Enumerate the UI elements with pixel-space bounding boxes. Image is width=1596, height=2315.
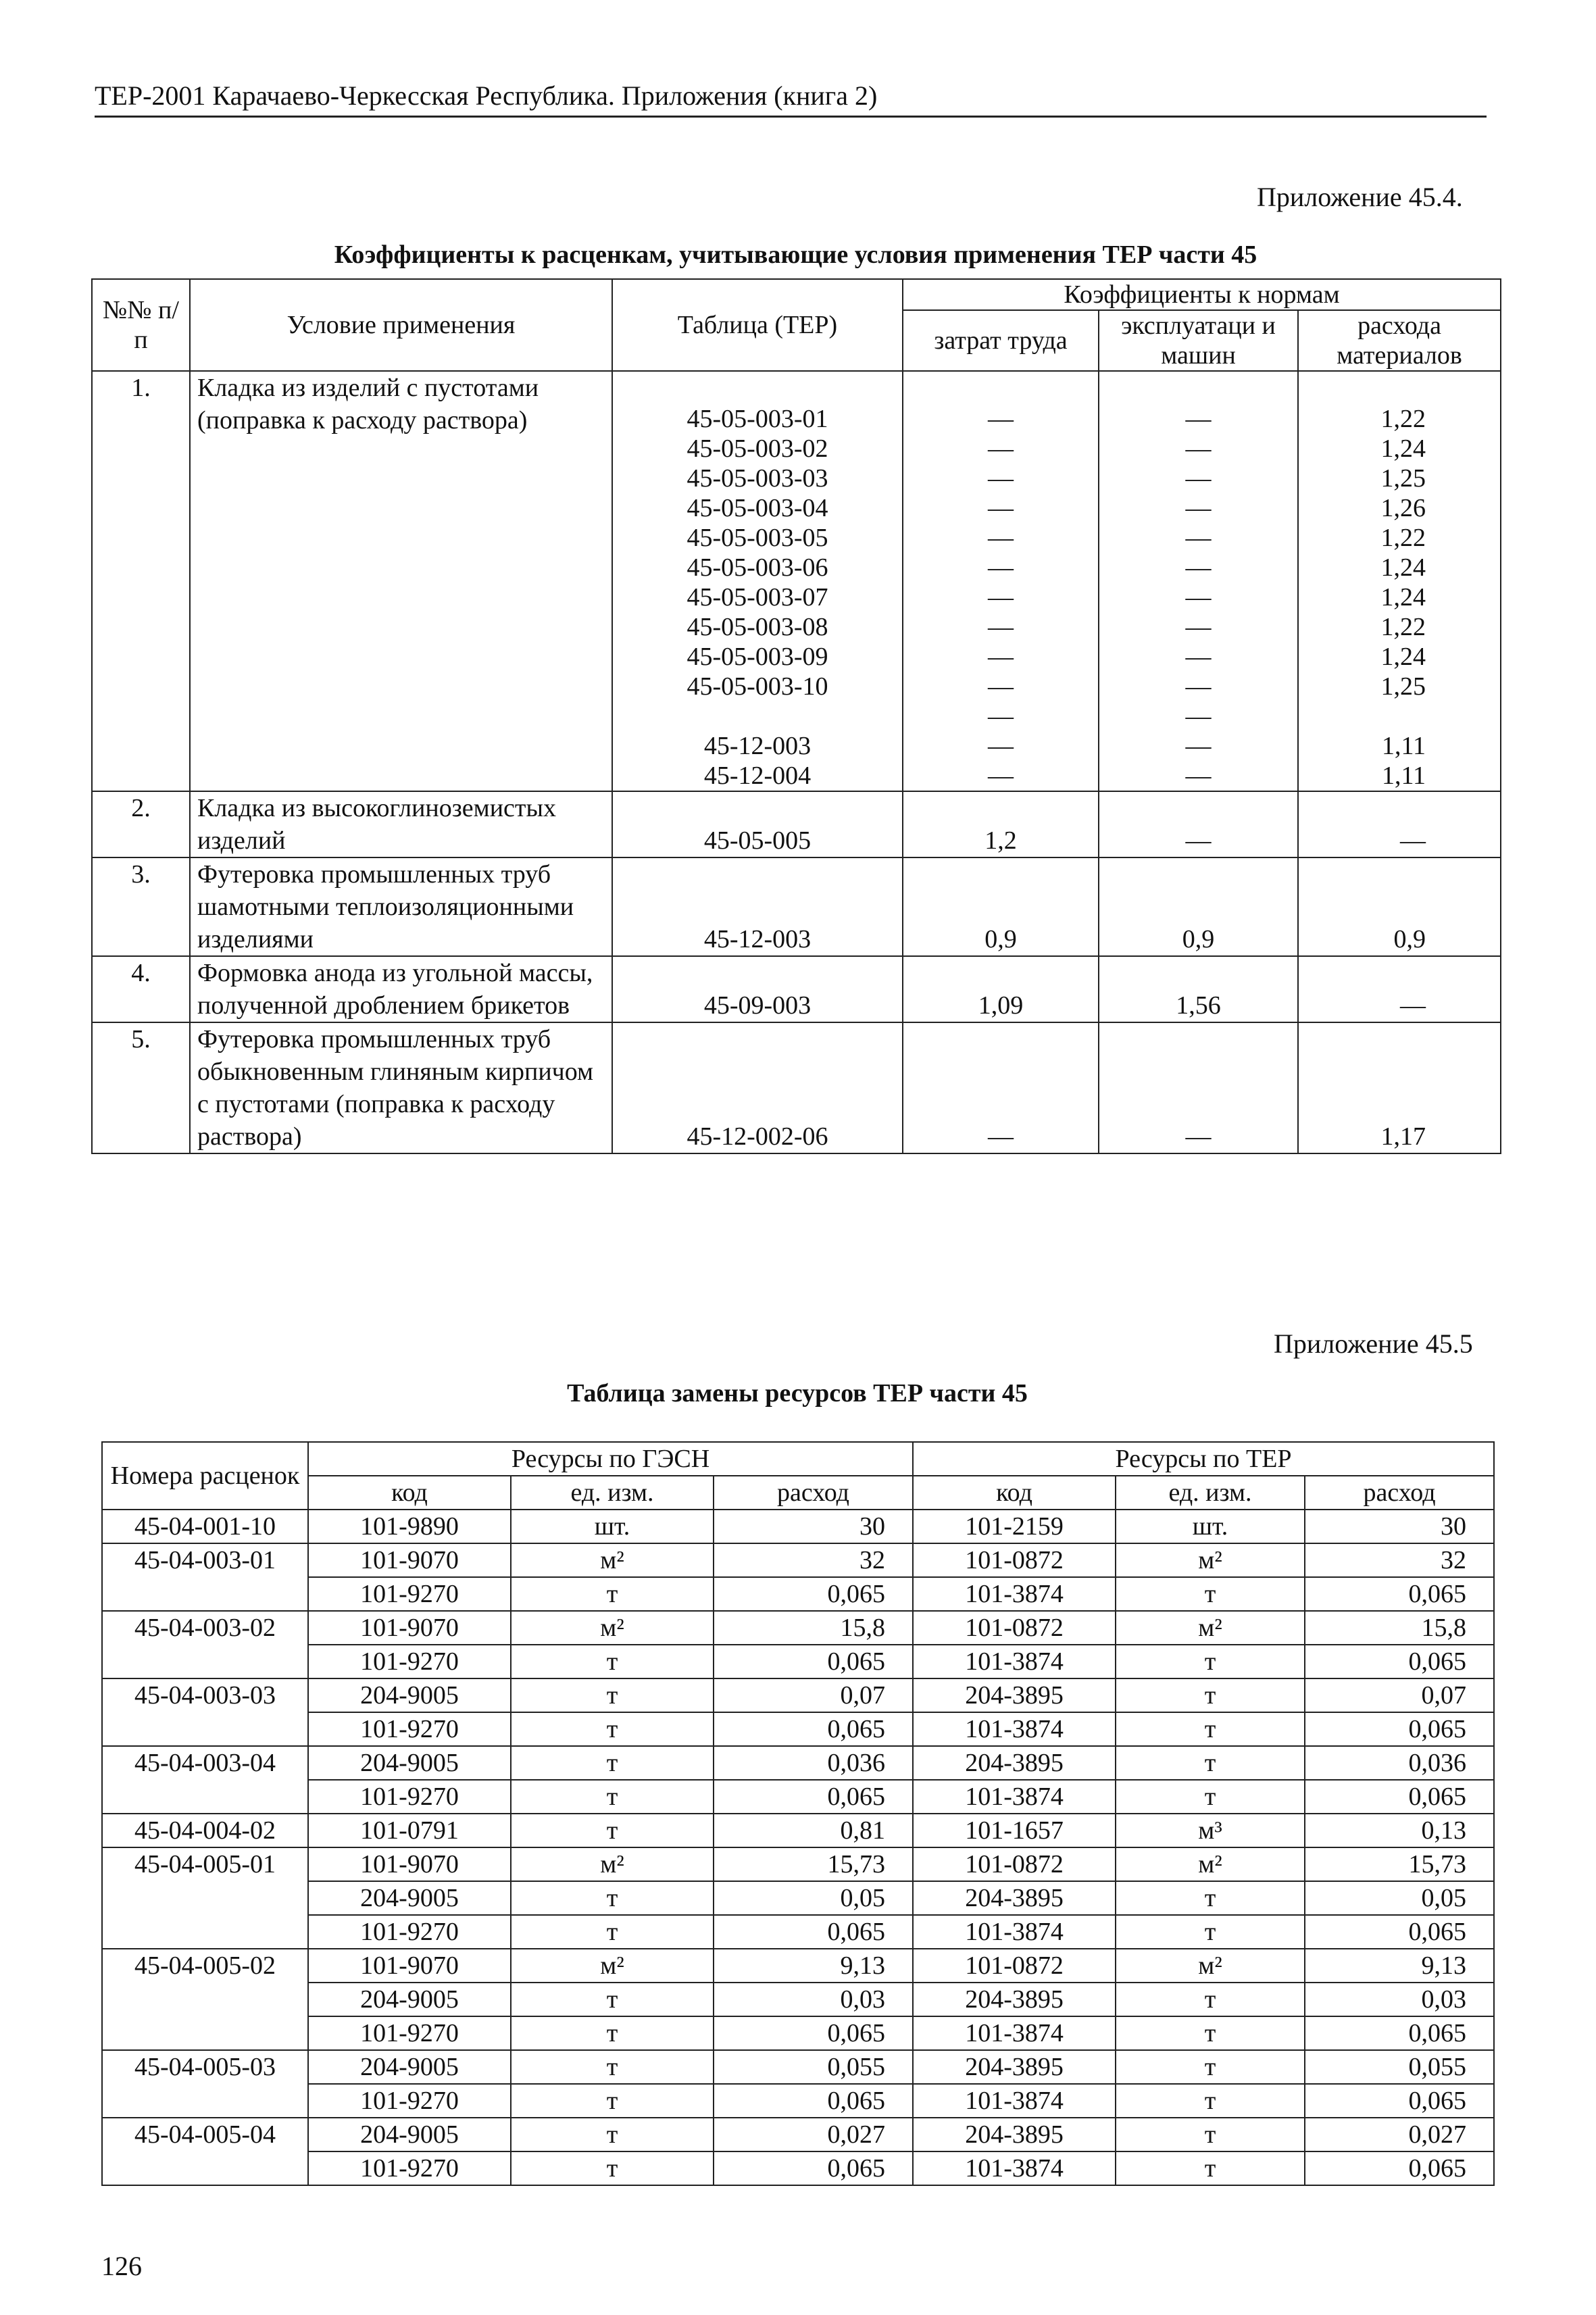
gesn-code: 101-9270 [308, 1712, 511, 1746]
gesn-unit: т [511, 1814, 714, 1847]
header-ter-code: код [913, 1476, 1116, 1510]
table-row [102, 1645, 1494, 1678]
gesn-code: 101-9890 [308, 1510, 511, 1543]
ter-amount: 0,065 [1305, 2151, 1494, 2185]
row-materials-line: 1,22 [1380, 613, 1426, 641]
rate-number: 45-04-004-02 [102, 1814, 308, 1847]
gesn-amount: 0,065 [714, 2084, 913, 2118]
table-row [102, 1611, 1494, 1645]
row-table-line: 45-05-003-10 [687, 672, 828, 701]
header-condition: Условие применения [190, 279, 612, 371]
row-table-line: 45-05-003-07 [687, 583, 828, 612]
gesn-code: 101-9270 [308, 2016, 511, 2050]
ter-amount: 9,13 [1305, 1949, 1494, 1983]
resources-table-header [102, 1442, 1494, 1510]
gesn-amount: 9,13 [714, 1949, 913, 1983]
ter-code: 101-3874 [913, 1915, 1116, 1949]
row-materials-line: 1,25 [1380, 672, 1426, 701]
page-header: ТЕР-2001 Карачаево-Черкесская Республика. Приложения (книга 2) [95, 80, 1487, 118]
ter-unit: т [1116, 2151, 1305, 2185]
ter-amount: 0,065 [1305, 1712, 1494, 1746]
row-table-line: 45-05-003-04 [687, 494, 828, 522]
ter-code: 101-3874 [913, 2084, 1116, 2118]
row-labor-line: — [988, 643, 1014, 671]
appendix-45-5-label: Приложение 45.5 [1274, 1328, 1473, 1359]
header-labor: затрат труда [903, 310, 1099, 371]
row-labor-line: — [988, 553, 1014, 582]
row-machines-line: — [1185, 702, 1212, 730]
gesn-unit: т [511, 2084, 714, 2118]
row-table-line: 45-12-003 [703, 732, 812, 760]
row-table-line: 45-05-003-05 [687, 524, 828, 552]
header-coefficients-group: Коэффициенты к нормам [903, 279, 1501, 310]
header-machines: эксплуатаци и машин [1099, 310, 1298, 371]
header-ter-resources: Ресурсы по ТЕР [913, 1442, 1494, 1476]
table-row [102, 1915, 1494, 1949]
row-materials-line: 1,11 [1381, 732, 1426, 760]
table-row [102, 1780, 1494, 1814]
table-row [102, 1746, 1494, 1780]
row-machines-line: — [1185, 762, 1212, 790]
row-labor: 0,9 [903, 857, 1099, 956]
row-number: 3. [92, 857, 190, 956]
ter-code: 101-2159 [913, 1510, 1116, 1543]
row-ter-table: 45-05-005 [612, 791, 903, 857]
table-row [102, 1847, 1494, 1881]
row-table-line: 45-05-003-03 [687, 464, 828, 493]
gesn-code: 101-9270 [308, 2084, 511, 2118]
row-number: 1. [92, 371, 190, 791]
row-machines-line: — [1185, 613, 1212, 641]
row-labor-line: — [988, 613, 1014, 641]
row-condition: Футеровка промышленных труб обыкновенным глиняным кирпичом с пустотами (поправка к расходу раствора) [190, 1022, 612, 1153]
gesn-unit: т [511, 2016, 714, 2050]
row-table-line: 45-05-003-01 [687, 405, 828, 433]
row-materials: — [1298, 956, 1501, 1022]
row-materials-line: 1,24 [1380, 643, 1426, 671]
row-materials-line: 1,24 [1380, 583, 1426, 612]
gesn-code: 101-9270 [308, 1645, 511, 1678]
gesn-amount: 0,81 [714, 1814, 913, 1847]
gesn-unit: т [511, 1712, 714, 1746]
gesn-unit: т [511, 1881, 714, 1915]
ter-unit: т [1116, 2084, 1305, 2118]
table-row [92, 371, 1501, 791]
table-row [102, 2118, 1494, 2151]
row-labor-line: — [988, 583, 1014, 612]
ter-amount: 0,027 [1305, 2118, 1494, 2151]
ter-code: 204-3895 [913, 2050, 1116, 2084]
row-ter-table: 45-12-003 [612, 857, 903, 956]
row-machines-line: — [1185, 672, 1212, 701]
row-labor: — [903, 1022, 1099, 1153]
row-labor-line: — [988, 464, 1014, 493]
gesn-amount: 0,027 [714, 2118, 913, 2151]
ter-amount: 0,05 [1305, 1881, 1494, 1915]
row-labor-line: — [988, 762, 1014, 790]
ter-unit: м² [1116, 1847, 1305, 1881]
ter-amount: 0,055 [1305, 2050, 1494, 2084]
rate-number: 45-04-001-10 [102, 1510, 308, 1543]
ter-amount: 0,07 [1305, 1678, 1494, 1712]
header-number: №№ п/п [92, 279, 190, 371]
gesn-amount: 32 [714, 1543, 913, 1577]
gesn-amount: 0,05 [714, 1881, 913, 1915]
row-materials-cell [1298, 371, 1501, 791]
ter-code: 101-3874 [913, 2151, 1116, 2185]
ter-unit: м² [1116, 1543, 1305, 1577]
row-number: 4. [92, 956, 190, 1022]
row-ter-table: 45-09-003 [612, 956, 903, 1022]
row-condition: Футеровка промышленных труб шамотными теплоизоляционными изделиями [190, 857, 612, 956]
table-row [102, 2151, 1494, 2185]
row-machines-line: — [1185, 583, 1212, 612]
table-row [102, 1510, 1494, 1543]
row-machines: — [1099, 791, 1298, 857]
resources-table [101, 1441, 1495, 2186]
rate-number: 45-04-005-04 [102, 2118, 308, 2185]
ter-amount: 0,065 [1305, 1780, 1494, 1814]
row-table-line: 45-05-003-06 [687, 553, 828, 582]
ter-unit: м³ [1116, 1814, 1305, 1847]
ter-code: 101-1657 [913, 1814, 1116, 1847]
ter-unit: т [1116, 1712, 1305, 1746]
gesn-unit: т [511, 1746, 714, 1780]
ter-unit: т [1116, 2016, 1305, 2050]
gesn-unit: т [511, 1780, 714, 1814]
gesn-code: 101-9270 [308, 1780, 511, 1814]
ter-unit: т [1116, 2118, 1305, 2151]
row-table-line: 45-05-003-02 [687, 434, 828, 463]
resources-table-body [102, 1510, 1494, 2185]
row-materials-line: 1,22 [1380, 524, 1426, 552]
row-materials-line: 1,26 [1380, 494, 1426, 522]
row-materials-line: 1,24 [1380, 553, 1426, 582]
gesn-amount: 0,065 [714, 2016, 913, 2050]
ter-code: 101-3874 [913, 1645, 1116, 1678]
rate-number: 45-04-003-02 [102, 1611, 308, 1678]
row-machines-line: — [1185, 553, 1212, 582]
row-labor-line: — [988, 405, 1014, 433]
table-row [102, 2016, 1494, 2050]
row-number: 2. [92, 791, 190, 857]
row-table-line: 45-12-004 [703, 762, 812, 790]
header-ter-amount: расход [1305, 1476, 1494, 1510]
gesn-amount: 0,03 [714, 1983, 913, 2016]
rate-number: 45-04-005-03 [102, 2050, 308, 2118]
header-gesn-unit: ед. изм. [511, 1476, 714, 1510]
table-row [102, 1712, 1494, 1746]
gesn-code: 101-9270 [308, 1915, 511, 1949]
row-materials-line: 1,25 [1380, 464, 1426, 493]
ter-code: 204-3895 [913, 1678, 1116, 1712]
gesn-amount: 15,8 [714, 1611, 913, 1645]
table-row [102, 2084, 1494, 2118]
row-condition: Формовка анода из угольной массы, полученной дроблением брикетов [190, 956, 612, 1022]
header-gesn-resources: Ресурсы по ГЭСН [308, 1442, 913, 1476]
gesn-amount: 15,73 [714, 1847, 913, 1881]
gesn-unit: м² [511, 1847, 714, 1881]
ter-code: 101-3874 [913, 1780, 1116, 1814]
row-machines-line: — [1185, 405, 1212, 433]
ter-code: 101-3874 [913, 2016, 1116, 2050]
resources-table-caption: Таблица замены ресурсов ТЕР части 45 [567, 1379, 1028, 1408]
ter-amount: 0,065 [1305, 1645, 1494, 1678]
table-row [92, 956, 1501, 1022]
gesn-code: 204-9005 [308, 1678, 511, 1712]
row-materials-line: 1,22 [1380, 405, 1426, 433]
table-row [102, 1678, 1494, 1712]
ter-unit: т [1116, 1645, 1305, 1678]
coefficients-table [91, 278, 1501, 1154]
ter-code: 101-0872 [913, 1847, 1116, 1881]
ter-amount: 0,036 [1305, 1746, 1494, 1780]
ter-amount: 15,73 [1305, 1847, 1494, 1881]
gesn-code: 101-0791 [308, 1814, 511, 1847]
rate-number: 45-04-005-01 [102, 1847, 308, 1949]
gesn-unit: т [511, 1678, 714, 1712]
gesn-amount: 0,055 [714, 2050, 913, 2084]
row-labor-line: — [988, 672, 1014, 701]
row-machines-line: — [1185, 524, 1212, 552]
row-labor-line: — [988, 524, 1014, 552]
ter-unit: т [1116, 1746, 1305, 1780]
gesn-code: 204-9005 [308, 1983, 511, 2016]
table-row [102, 2050, 1494, 2084]
table-row [92, 857, 1501, 956]
ter-amount: 0,065 [1305, 1915, 1494, 1949]
row-materials-line [1305, 701, 1426, 731]
gesn-code: 101-9070 [308, 1611, 511, 1645]
header-gesn-code: код [308, 1476, 511, 1510]
ter-code: 101-0872 [913, 1611, 1116, 1645]
gesn-unit: т [511, 1645, 714, 1678]
row-machines: — [1099, 1022, 1298, 1153]
ter-amount: 0,065 [1305, 2084, 1494, 2118]
row-labor-line: — [988, 494, 1014, 522]
ter-code: 204-3895 [913, 1746, 1116, 1780]
ter-code: 101-3874 [913, 1712, 1116, 1746]
gesn-amount: 0,065 [714, 1712, 913, 1746]
ter-unit: м² [1116, 1949, 1305, 1983]
gesn-code: 101-9270 [308, 1577, 511, 1611]
row-ter-table: 45-12-002-06 [612, 1022, 903, 1153]
row-condition: Кладка из высокоглиноземистых изделий [190, 791, 612, 857]
appendix-45-4-label: Приложение 45.4. [1257, 182, 1463, 212]
table-row [102, 1881, 1494, 1915]
gesn-unit: т [511, 1915, 714, 1949]
gesn-code: 101-9070 [308, 1543, 511, 1577]
ter-amount: 0,13 [1305, 1814, 1494, 1847]
header-rate-numbers: Номера расценок [102, 1442, 308, 1510]
gesn-amount: 0,07 [714, 1678, 913, 1712]
row-machines: 1,56 [1099, 956, 1298, 1022]
header-ter-unit: ед. изм. [1116, 1476, 1305, 1510]
ter-code: 204-3895 [913, 2118, 1116, 2151]
header-materials: расхода материалов [1298, 310, 1501, 371]
row-labor-cell [903, 371, 1099, 791]
table-row [102, 1983, 1494, 2016]
ter-code: 204-3895 [913, 1983, 1116, 2016]
row-number: 5. [92, 1022, 190, 1153]
row-materials: — [1298, 791, 1501, 857]
row-machines: 0,9 [1099, 857, 1298, 956]
coefficients-table-caption: Коэффициенты к расценкам, учитывающие условия применения ТЕР части 45 [334, 241, 1257, 269]
ter-unit: м² [1116, 1611, 1305, 1645]
ter-unit: т [1116, 1881, 1305, 1915]
row-machines-line: — [1185, 494, 1212, 522]
ter-code: 101-3874 [913, 1577, 1116, 1611]
row-condition: Кладка из изделий с пустотами (поправка к расходу раствора) [190, 371, 612, 791]
ter-amount: 0,065 [1305, 1577, 1494, 1611]
ter-code: 101-0872 [913, 1543, 1116, 1577]
ter-code: 101-0872 [913, 1949, 1116, 1983]
gesn-amount: 0,065 [714, 1915, 913, 1949]
gesn-code: 204-9005 [308, 2050, 511, 2084]
ter-unit: т [1116, 1983, 1305, 2016]
gesn-amount: 30 [714, 1510, 913, 1543]
gesn-unit: шт. [511, 1510, 714, 1543]
row-table-cell [612, 371, 903, 791]
row-materials-line: 1,11 [1381, 762, 1426, 790]
gesn-amount: 0,065 [714, 1780, 913, 1814]
ter-amount: 30 [1305, 1510, 1494, 1543]
ter-unit: т [1116, 1780, 1305, 1814]
gesn-unit: т [511, 1983, 714, 2016]
row-machines-cell [1099, 371, 1298, 791]
row-table-line [620, 701, 895, 731]
gesn-code: 101-9070 [308, 1949, 511, 1983]
row-labor: 1,09 [903, 956, 1099, 1022]
ter-unit: т [1116, 1577, 1305, 1611]
table-row [92, 791, 1501, 857]
header-ter-table: Таблица (ТЕР) [612, 279, 903, 371]
row-machines-line: — [1185, 434, 1212, 463]
header-gesn-amount: расход [714, 1476, 913, 1510]
ter-amount: 0,03 [1305, 1983, 1494, 2016]
row-machines-line: — [1185, 464, 1212, 493]
ter-amount: 0,065 [1305, 2016, 1494, 2050]
rate-number: 45-04-003-04 [102, 1746, 308, 1814]
ter-unit: т [1116, 2050, 1305, 2084]
table-row [102, 1543, 1494, 1577]
gesn-code: 204-9005 [308, 1881, 511, 1915]
table-row [102, 1949, 1494, 1983]
table-row [102, 1577, 1494, 1611]
rate-number: 45-04-005-02 [102, 1949, 308, 2050]
row-labor-line: — [988, 702, 1014, 730]
gesn-unit: т [511, 2050, 714, 2084]
ter-unit: шт. [1116, 1510, 1305, 1543]
gesn-unit: т [511, 1577, 714, 1611]
ter-unit: т [1116, 1678, 1305, 1712]
row-table-line: 45-05-003-08 [687, 613, 828, 641]
row-labor: 1,2 [903, 791, 1099, 857]
gesn-code: 101-9270 [308, 2151, 511, 2185]
table-row [102, 1814, 1494, 1847]
gesn-code: 101-9070 [308, 1847, 511, 1881]
gesn-amount: 0,065 [714, 1645, 913, 1678]
ter-code: 204-3895 [913, 1881, 1116, 1915]
gesn-unit: т [511, 2118, 714, 2151]
coefficients-table-body [92, 371, 1501, 1153]
gesn-unit: м² [511, 1611, 714, 1645]
row-machines-line: — [1185, 732, 1212, 760]
ter-unit: т [1116, 1915, 1305, 1949]
row-materials: 1,17 [1298, 1022, 1501, 1153]
row-table-line: 45-05-003-09 [687, 643, 828, 671]
row-materials-line: 1,24 [1380, 434, 1426, 463]
page-number: 126 [101, 2251, 142, 2281]
row-machines-line: — [1185, 643, 1212, 671]
gesn-code: 204-9005 [308, 2118, 511, 2151]
gesn-amount: 0,036 [714, 1746, 913, 1780]
ter-amount: 32 [1305, 1543, 1494, 1577]
gesn-code: 204-9005 [308, 1746, 511, 1780]
row-labor-line: — [988, 434, 1014, 463]
gesn-unit: м² [511, 1949, 714, 1983]
gesn-amount: 0,065 [714, 1577, 913, 1611]
rate-number: 45-04-003-01 [102, 1543, 308, 1611]
gesn-unit: т [511, 2151, 714, 2185]
row-labor-line: — [988, 732, 1014, 760]
gesn-amount: 0,065 [714, 2151, 913, 2185]
table-row [92, 1022, 1501, 1153]
coefficients-table-header [92, 279, 1501, 371]
ter-amount: 15,8 [1305, 1611, 1494, 1645]
row-materials: 0,9 [1298, 857, 1501, 956]
gesn-unit: м² [511, 1543, 714, 1577]
rate-number: 45-04-003-03 [102, 1678, 308, 1746]
